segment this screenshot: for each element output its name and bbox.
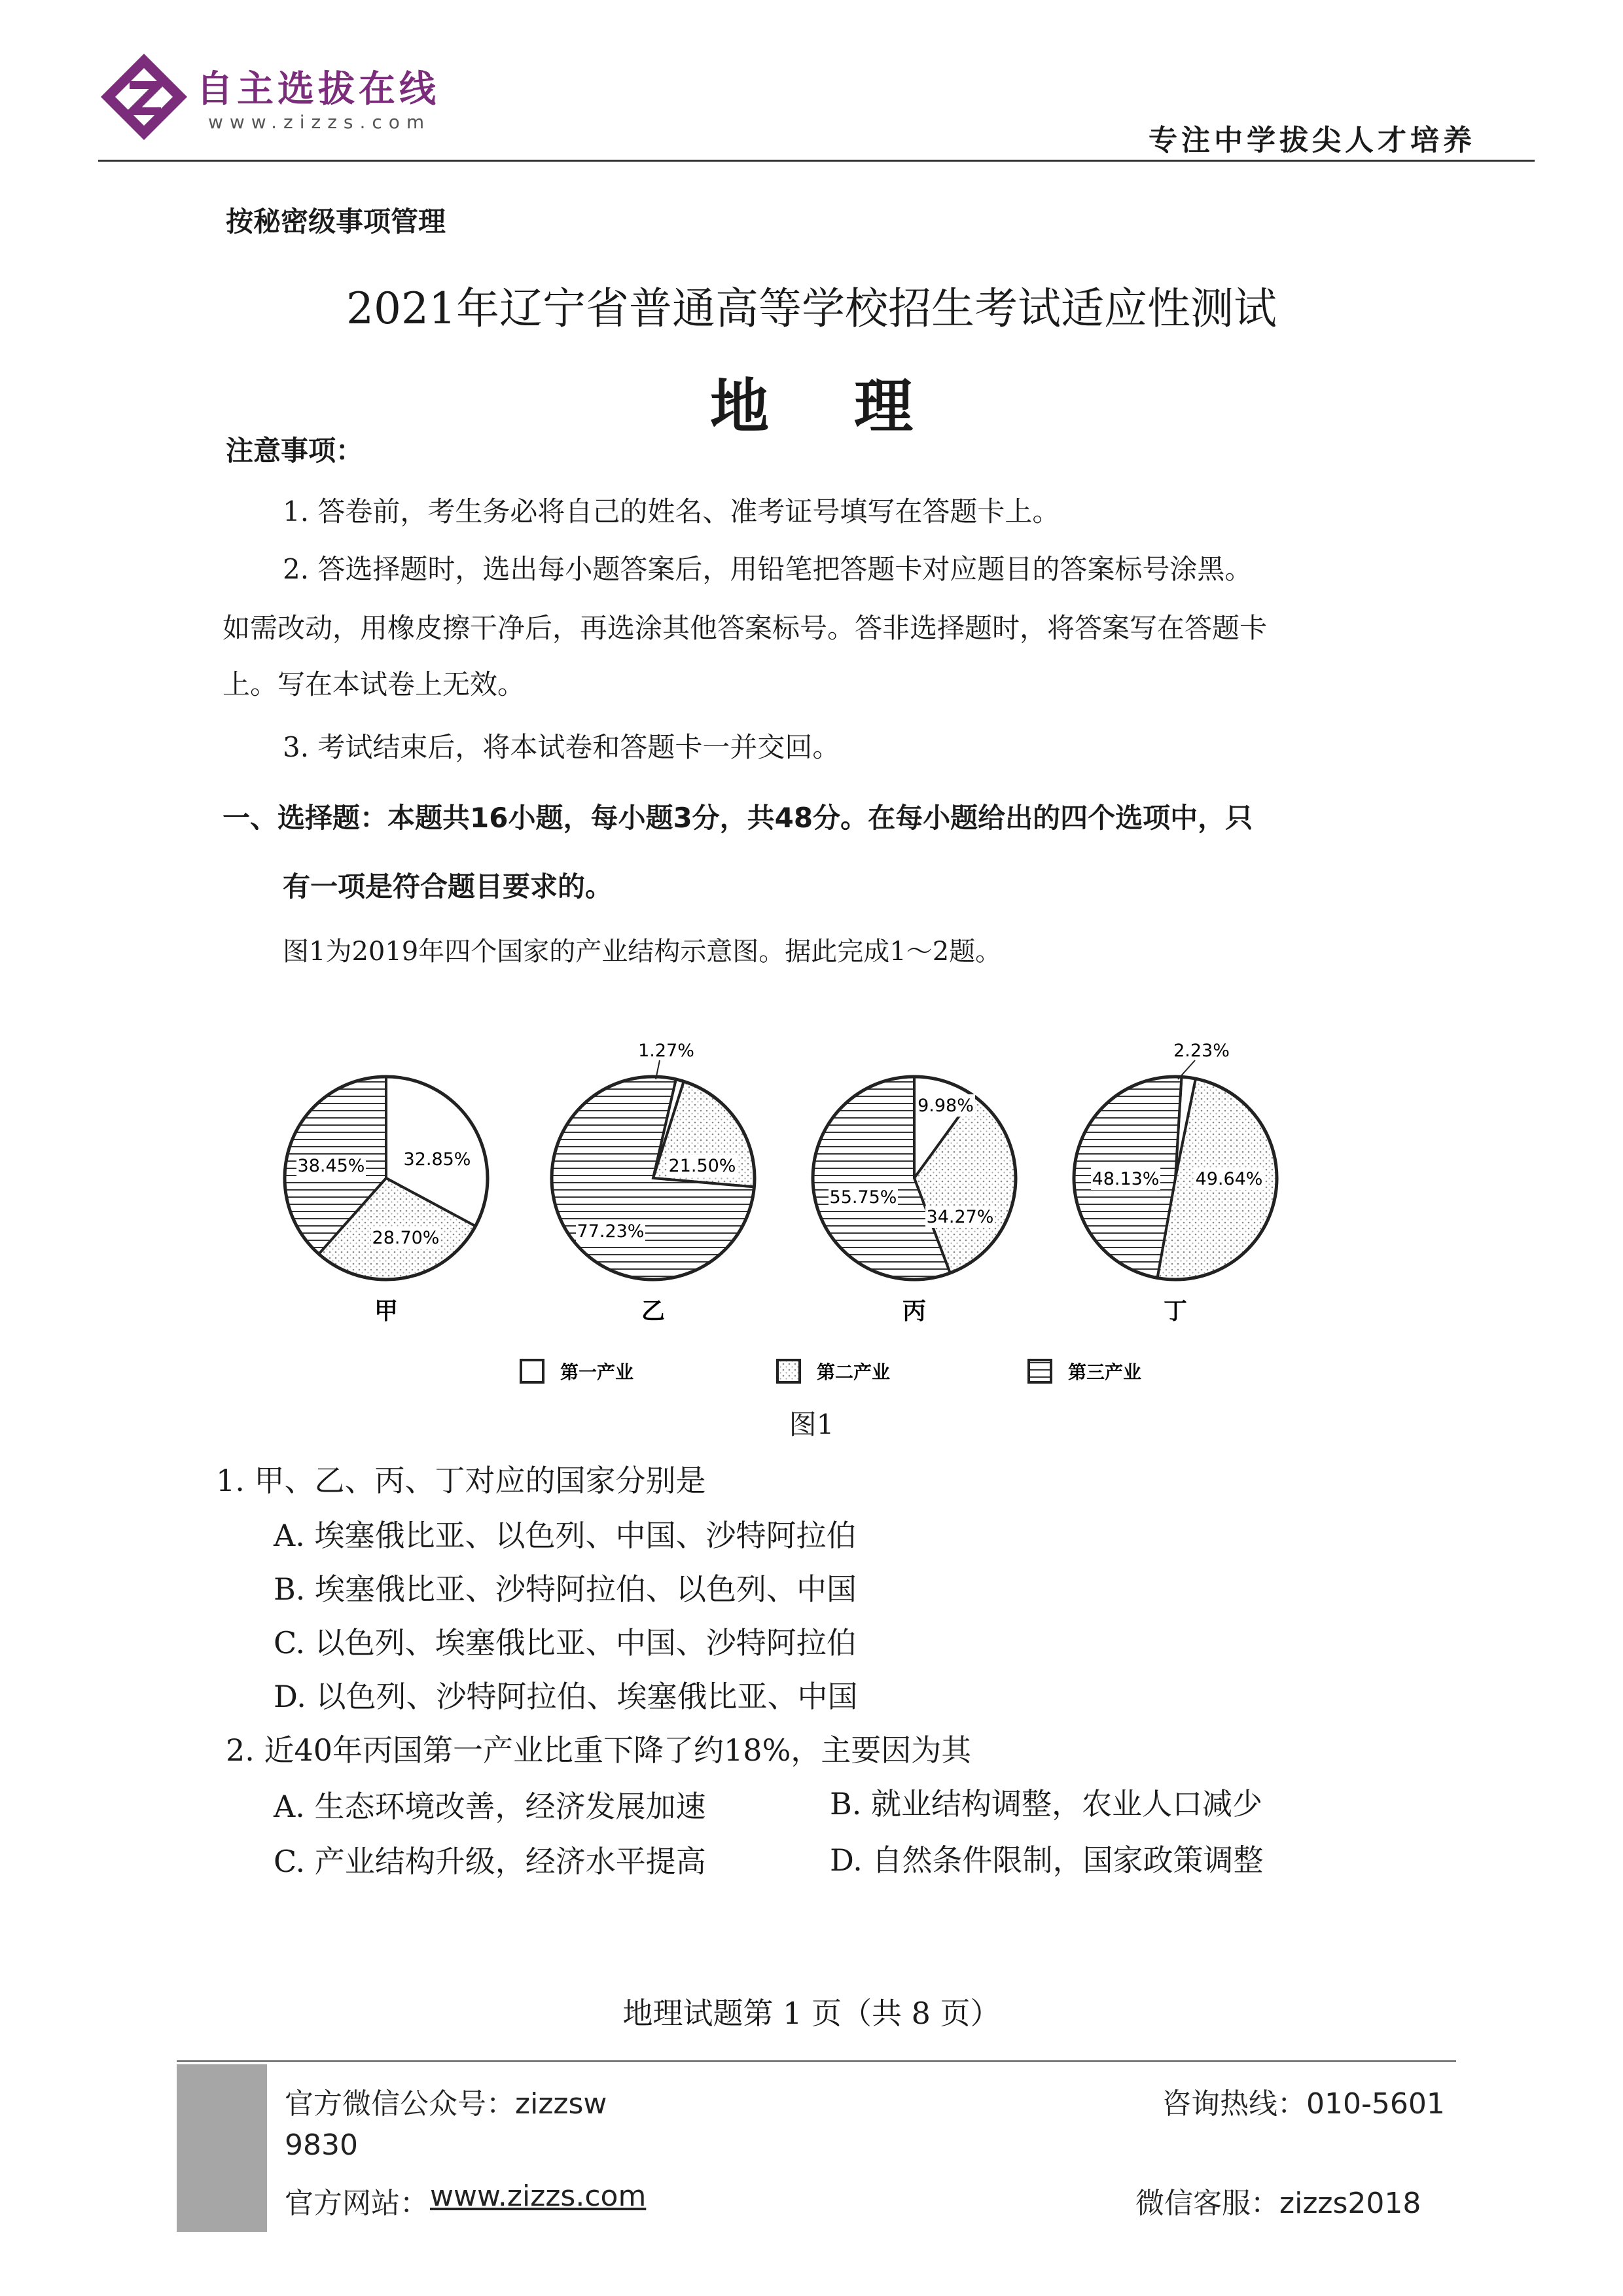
legend-label-primary: 第一产业 [560, 1361, 634, 1383]
notice-item-2: 2. 答选择题时，选出每小题答案后，用铅笔把答题卡对应题目的答案标号涂黑。 [283, 553, 1253, 585]
chart-legend [521, 1360, 1141, 1383]
footer-website-label: 官方网站： [285, 2187, 429, 2220]
pie-4-title: 丁 [1163, 1298, 1188, 1325]
footer-sidebar [177, 2064, 267, 2232]
footer-divider [177, 2060, 1456, 2062]
section-heading: 一、选择题：本题共16小题，每小题3分，共48分。在每小题给出的四个选项中，只 [223, 802, 1253, 834]
secret-label: 按秘密级事项管理 [226, 206, 446, 238]
footer-hotline: 咨询热线：010-5601 [1162, 2087, 1445, 2121]
figure-caption: 图1 [789, 1408, 834, 1441]
footer-website-link[interactable]: www.zizzs.com [430, 2179, 647, 2213]
question-1-option-a: A. 埃塞俄比亚、以色列、中国、沙特阿拉伯 [274, 1518, 857, 1553]
question-2-option-b: B. 就业结构调整，农业人口减少 [830, 1786, 1263, 1821]
footer-wechat-cont: 9830 [285, 2128, 358, 2162]
question-2-option-a: A. 生态环境改善，经济发展加速 [274, 1789, 706, 1824]
pie-3-label-secondary: 34.27% [926, 1207, 994, 1227]
footer-wechat: 官方微信公众号：zizzsw [285, 2087, 607, 2121]
notice-item-2-end: 上。写在本试卷上无效。 [223, 668, 526, 700]
pie-2-label-tertiary: 77.23% [577, 1221, 645, 1242]
pie-4-label-secondary: 49.64% [1195, 1169, 1263, 1189]
pie-1-label-secondary: 28.70% [372, 1228, 440, 1248]
legend-swatch-primary [521, 1360, 543, 1382]
legend-label-tertiary: 第三产业 [1068, 1361, 1142, 1383]
pie-2-title: 乙 [641, 1298, 666, 1325]
legend-swatch-tertiary [1029, 1360, 1051, 1382]
footer-service: 微信客服：zizzs2018 [1135, 2187, 1421, 2220]
pie-3-label-tertiary: 55.75% [829, 1187, 897, 1208]
notice-heading: 注意事项： [226, 435, 364, 467]
pie-3-title: 丙 [902, 1298, 927, 1325]
question-2-option-c: C. 产业结构升级，经济水平提高 [274, 1844, 706, 1879]
legend-swatch-secondary [777, 1360, 800, 1382]
logo-text: 自主选拔在线 [196, 68, 440, 111]
pie-2-label-secondary: 21.50% [668, 1156, 736, 1176]
pie-2-label-primary: 1.27% [638, 1041, 694, 1061]
question-2-stem: 2. 近40年丙国第一产业比重下降了约18%，主要因为其 [226, 1732, 972, 1768]
pie-4-label-tertiary: 48.13% [1092, 1169, 1160, 1189]
logo-icon [98, 51, 190, 143]
notice-item-2-cont: 如需改动，用橡皮擦干净后，再选涂其他答案标号。答非选择题时，将答案写在答题卡 [223, 612, 1268, 644]
page-number: 地理试题第 1 页（共 8 页） [622, 1996, 1001, 2031]
notice-item-3: 3. 考试结束后，将本试卷和答题卡一并交回。 [283, 731, 840, 763]
question-1-option-d: D. 以色列、沙特阿拉伯、埃塞俄比亚、中国 [274, 1679, 858, 1714]
pie-4-label-primary: 2.23% [1173, 1041, 1230, 1061]
question-2-option-d: D. 自然条件限制，国家政策调整 [830, 1842, 1264, 1878]
pie-1-label-primary: 32.85% [403, 1149, 471, 1170]
industry-structure-figure [281, 1021, 1355, 1453]
question-1-stem: 1. 甲、乙、丙、丁对应的国家分别是 [216, 1463, 706, 1498]
logo-url: www.zizzs.com [208, 111, 431, 133]
figure-intro: 图1为2019年四个国家的产业结构示意图。据此完成1～2题。 [283, 937, 1002, 967]
exam-title: 2021年辽宁省普通高等学校招生考试适应性测试 [346, 283, 1277, 334]
header-slogan: 专注中学拔尖人才培养 [1149, 124, 1476, 157]
pie-1-title: 甲 [374, 1298, 399, 1325]
legend-label-secondary: 第二产业 [817, 1361, 891, 1383]
pie-1-label-tertiary: 38.45% [297, 1156, 365, 1176]
subject-title: 地理 [710, 372, 998, 441]
question-1-option-c: C. 以色列、埃塞俄比亚、中国、沙特阿拉伯 [274, 1625, 857, 1660]
notice-item-1: 1. 答卷前，考生务必将自己的姓名、准考证号填写在答题卡上。 [283, 495, 1060, 528]
section-heading-cont: 有一项是符合题目要求的。 [283, 870, 613, 903]
header-divider [98, 160, 1535, 162]
question-1-option-b: B. 埃塞俄比亚、沙特阿拉伯、以色列、中国 [274, 1571, 857, 1607]
pie-3-label-primary: 9.98% [918, 1096, 974, 1116]
